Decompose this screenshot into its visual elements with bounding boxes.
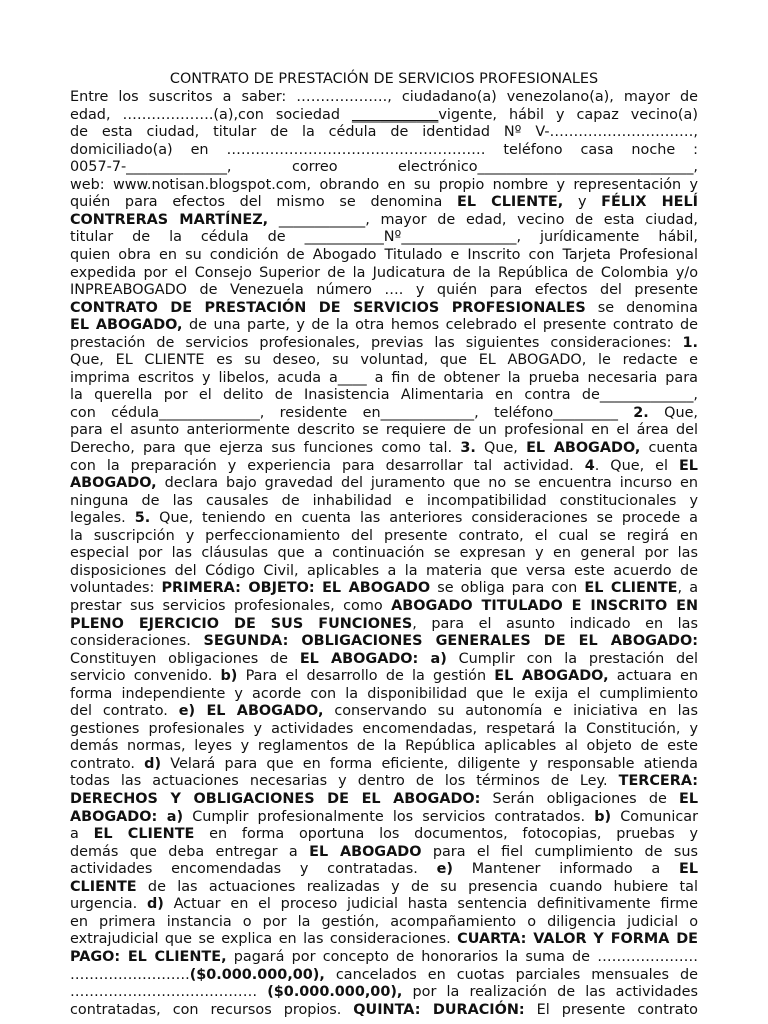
text-segment: del contrato. [70, 703, 179, 720]
text-segment: Cumplir con la prestación del [446, 650, 698, 667]
text-line [70, 124, 698, 142]
text-line [70, 703, 698, 721]
text-line [70, 1002, 698, 1020]
bold-text: CLIENTE [70, 878, 137, 895]
text-segment: ninguna de las causales de inhabilidad e incompatibilidad constitucionales y [70, 492, 698, 509]
text-segment: quien obra en su condición de Abogado Titulado e Inscrito con Tarjeta Profesional [70, 246, 698, 263]
text-segment: web: www.notisan.blogspot.com, obrando en su propio nombre y representación y [70, 176, 698, 193]
text-line [70, 229, 698, 247]
text-segment: se obliga para con [430, 580, 585, 597]
text-segment: vigente, hábil y capaz vecino(a) [438, 106, 698, 123]
text-segment: El presente contrato [524, 1001, 698, 1018]
text-segment: en forma oportuna los documentos, fotocopias, pruebas y [194, 826, 698, 843]
bold-text: 3. [460, 440, 476, 456]
bold-text: ABOGADO: a) [70, 808, 184, 825]
bold-text: 4 [584, 457, 595, 474]
bold-text: CONTRATO DE PRESTACIÓN DE SERVICIOS PROFESIONALES [70, 299, 586, 316]
bold-text: FÉLIX HELÍ [601, 194, 698, 211]
bold-text: EL ABOGADO [309, 843, 422, 860]
text-segment: prestar sus servicios profesionales, como [70, 597, 392, 614]
text-segment: conservando su autonomía e iniciativa en las [323, 703, 698, 720]
bold-text: ($0.000.000,00), [189, 966, 325, 983]
text-segment: . Que, el [594, 457, 679, 474]
text-segment: 0057-7-______________, correo electrónico______________________________, [70, 159, 698, 176]
text-segment: y [563, 194, 602, 211]
text-segment: domiciliado(a) en ……………………………………………… teléfono casa noche : [70, 141, 698, 158]
text-line [70, 335, 698, 353]
text-line [70, 984, 698, 1002]
text-segment: legales. [70, 510, 135, 527]
text-segment: , a [677, 580, 699, 597]
text-segment: contratadas, con recursos propios. [70, 1001, 354, 1018]
text-segment: cuenta [640, 440, 698, 456]
bold-text: SEGUNDA: OBLIGACIONES GENERALES DE EL ABOGADO: [203, 633, 698, 650]
text-segment: Velará para que en forma eficiente, diligente y responsable atienda [161, 755, 698, 772]
text-segment: expedida por el Consejo Superior de la Judicatura de la República de Colombia y/o [70, 264, 698, 281]
text-line [70, 791, 698, 809]
bold-text: d) [146, 896, 164, 913]
text-segment: Serán obligaciones de [480, 791, 679, 807]
text-line [70, 528, 698, 546]
text-line [70, 914, 698, 932]
text-segment: consideraciones. [70, 633, 204, 650]
bold-text: b) [594, 808, 612, 825]
text-segment: declara bajo gravedad del juramento que no se encuentra incurso en [156, 475, 698, 492]
bold-text: e) EL ABOGADO, [178, 703, 324, 720]
text-segment: se denomina [585, 299, 698, 316]
bold-text: 2. [633, 404, 649, 421]
text-line [70, 317, 698, 335]
text-line [70, 686, 698, 704]
text-segment: edad, ……………….(a),con sociedad [70, 106, 352, 123]
text-segment: de esta ciudad, titular de la cédula de identidad Nº V-…………………………, [70, 124, 698, 141]
text-line [70, 651, 698, 669]
text-segment: Que, [648, 404, 698, 421]
text-segment: voluntades: [70, 580, 162, 597]
bold-text: EL CLIENTE [584, 580, 678, 597]
text-line [70, 826, 698, 844]
text-line [70, 545, 698, 563]
text-line [70, 440, 698, 458]
bold-text: PLENO EJERCICIO DE SUS FUNCIONES [70, 615, 413, 632]
bold-text: EL [678, 457, 698, 474]
bold-text: d) [144, 755, 162, 772]
text-line [70, 879, 698, 897]
bold-text: CONTRERAS MARTÍNEZ, [70, 211, 269, 228]
text-segment: demás que deba entregar a [70, 843, 310, 860]
text-line [70, 967, 698, 985]
text-segment: pagará por concepto de honorarios la suma de ………………… [226, 948, 698, 965]
text-line [70, 159, 698, 177]
bold-text: b) [220, 668, 238, 685]
text-segment: Que, EL CLIENTE es su deseo, su voluntad, que EL ABOGADO, le redacte e [70, 352, 698, 369]
text-line [70, 458, 698, 476]
text-segment: demás normas, leyes y reglamentos de la República aplicables al objeto de este [70, 738, 698, 755]
text-segment: urgencia. [70, 896, 147, 913]
text-segment: todas las actuaciones necesarias y dentro de los términos de Ley. [70, 773, 619, 790]
bold-text: 1. [682, 334, 698, 351]
text-line [70, 861, 698, 879]
text-segment: Comunicar [611, 808, 698, 825]
text-line [70, 422, 698, 440]
text-line [70, 405, 698, 423]
text-segment: Actuar en el proceso judicial hasta sentencia definitivamente firme [163, 896, 698, 913]
text-segment: ………………………………… [70, 984, 268, 1001]
text-segment: de las actuaciones realizadas y de su presencia cuando hubiere tal [136, 878, 698, 895]
text-line [70, 738, 698, 756]
bold-text: 5. [134, 510, 151, 527]
text-segment: Derecho, para que ejerza sus funciones como tal. [70, 440, 461, 456]
bold-text: EL ABOGADO, [526, 440, 641, 456]
text-segment: de una parte, y de la otra hemos celebrado el presente contrato de [182, 317, 698, 334]
text-segment: con la preparación y experiencia para desarrollar tal actividad. [70, 457, 585, 474]
text-line [70, 616, 698, 634]
text-line [70, 931, 698, 949]
text-line [70, 352, 698, 370]
text-segment: actuara en [608, 668, 698, 685]
text-segment: para el asunto anteriormente descrito se requiere de un profesional en el área del [70, 422, 698, 439]
text-line [70, 282, 698, 300]
bold-text: EL ABOGADO, [70, 317, 183, 334]
document-title: CONTRATO DE PRESTACIÓN DE SERVICIOS PROFESIONALES [169, 71, 599, 87]
text-segment: con cédula______________, residente en_____________, teléfono_________ [70, 404, 634, 421]
text-segment: Para el desarrollo de la gestión [237, 668, 495, 685]
bold-text: QUINTA: DURACIÓN: [353, 1001, 525, 1018]
text-line [70, 773, 698, 791]
text-segment: , para el asunto indicado en las [412, 615, 698, 632]
text-segment: servicio convenido. [70, 668, 221, 685]
text-line [70, 142, 698, 160]
text-line [70, 475, 698, 493]
text-line [70, 493, 698, 511]
text-line [70, 265, 698, 283]
text-line [70, 370, 698, 388]
text-line [70, 194, 698, 212]
text-segment: especial por las cláusulas que a continuación se expresan y en general por las [70, 545, 698, 562]
bold-text: PAGO: EL CLIENTE, [70, 948, 227, 965]
text-line [70, 844, 698, 862]
text-segment: la querella por el delito de Inasistencia Alimentaria en contra de_____________, [70, 387, 698, 404]
text-segment: titular de la cédula de ___________Nº________________, jurídicamente hábil, [70, 229, 698, 246]
text-segment: prestación de servicios profesionales, previas las siguientes consideraciones: [70, 334, 683, 351]
text-line [70, 563, 698, 581]
bold-text: ($0.000.000,00), [267, 984, 403, 1001]
text-line [70, 809, 698, 827]
text-line [70, 107, 698, 125]
bold-text: EL ABOGADO: a) [299, 650, 447, 667]
text-segment: ____________ [351, 106, 439, 123]
bold-text: TERCERA: [618, 773, 698, 790]
text-line [70, 580, 698, 598]
text-segment: Que, teniendo en cuenta las anteriores consideraciones se procede a [150, 510, 698, 527]
text-line [70, 212, 698, 230]
text-segment: ____________, mayor de edad, vecino de esta ciudad, [268, 211, 698, 228]
text-segment: forma independiente y acorde con la disponibilidad que le exija el cumplimiento [70, 685, 698, 702]
text-segment: INPREABOGADO de Venezuela número …. y quién para efectos del presente [70, 282, 698, 299]
text-segment: la suscripción y perfeccionamiento del presente contrato, el cual se regirá en [70, 527, 698, 544]
bold-text: EL CLIENTE, [457, 194, 564, 211]
text-segment: imprima escritos y libelos, acuda a____ a fin de obtener la prueba necesaria para [70, 369, 698, 386]
text-line [70, 633, 698, 651]
text-segment: quién para efectos del mismo se denomina [70, 194, 458, 211]
text-line [70, 896, 698, 914]
bold-text: EL CLIENTE [93, 826, 195, 843]
text-segment: gestiones profesionales y actividades encomendadas, respetará la Constitución, y [70, 720, 698, 737]
text-line [70, 756, 698, 774]
text-segment: actividades encomendadas y contratadas. [70, 861, 437, 878]
text-segment: Entre los suscritos a saber: ………………., ciudadano(a) venezolano(a), mayor de [70, 89, 698, 105]
text-segment: extrajudicial que se explica en las consideraciones. [70, 931, 458, 948]
bold-text: EL [678, 791, 698, 807]
text-segment: Mantener informado a [452, 861, 679, 878]
text-segment: Que, [475, 440, 527, 456]
bold-text: ABOGADO, [70, 475, 157, 492]
text-segment: en primera instancia o por la gestión, acompañamiento o diligencia judicial o [70, 913, 698, 930]
text-segment: disposiciones del Código Civil, aplicables a la materia que versa este acuerdo de [70, 562, 698, 579]
text-line [70, 247, 698, 265]
bold-text: EL [678, 861, 698, 878]
bold-text: e) [436, 861, 453, 878]
bold-text: PRIMERA: OBJETO: EL ABOGADO [161, 580, 431, 597]
text-segment: a [70, 826, 94, 843]
text-segment: contrato. [70, 755, 145, 772]
bold-text: ABOGADO TITULADO E INSCRITO EN [391, 597, 698, 614]
text-line [70, 300, 698, 318]
text-line [70, 89, 698, 107]
text-segment: por la realización de las actividades [402, 984, 698, 1001]
text-segment: Constituyen obligaciones de [70, 650, 300, 667]
text-line [70, 598, 698, 616]
bold-text: DERECHOS Y OBLIGACIONES DE EL ABOGADO: [70, 791, 481, 807]
text-segment: para el fiel cumplimiento de sus [421, 843, 698, 860]
text-line [70, 721, 698, 739]
text-line [70, 177, 698, 195]
bold-text: CUARTA: VALOR Y FORMA DE [457, 931, 698, 948]
text-line [70, 668, 698, 686]
text-segment: cancelados en cuotas parciales mensuales de [324, 966, 698, 983]
text-segment: ……………………. [70, 966, 190, 983]
bold-text: EL ABOGADO, [494, 668, 609, 685]
text-segment: Cumplir profesionalmente los servicios contratados. [183, 808, 595, 825]
text-line [70, 949, 698, 967]
text-line [70, 510, 698, 528]
text-line [70, 387, 698, 405]
